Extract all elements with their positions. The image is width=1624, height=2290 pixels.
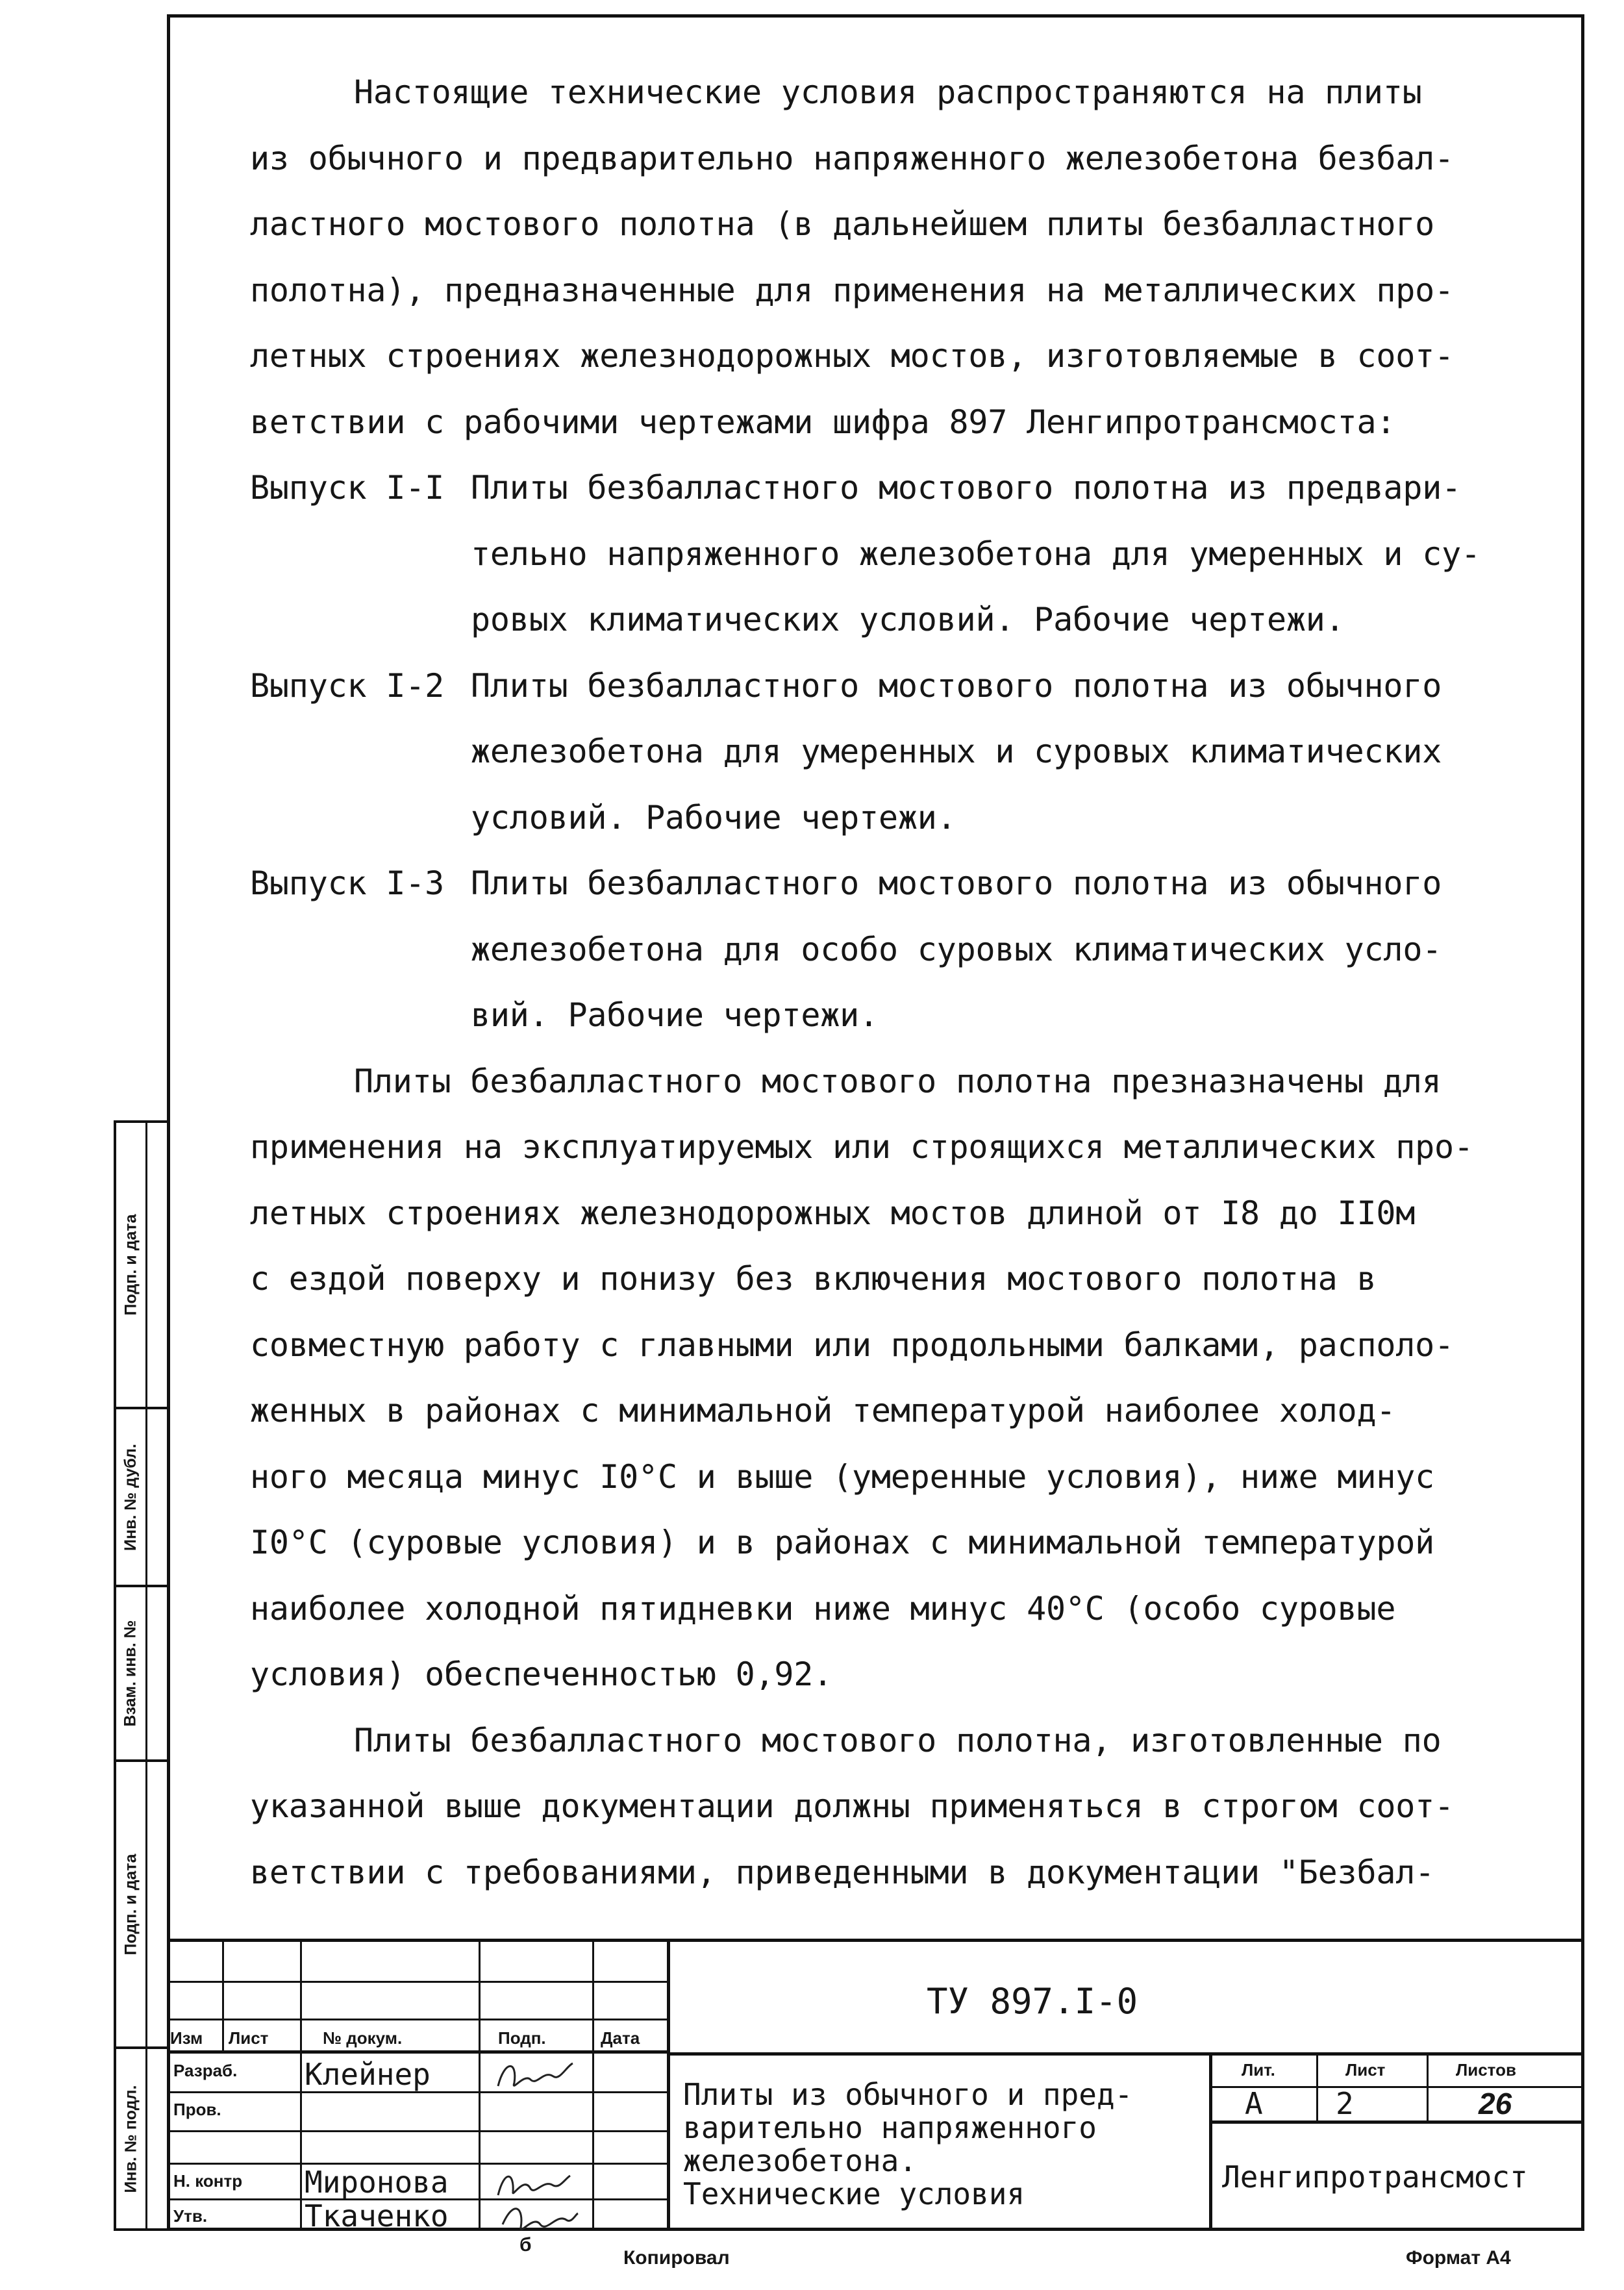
- text-line: ного месяца минус I0°С и выше (умеренные условия), ниже минус: [250, 1457, 1435, 1496]
- signature-developed: [492, 2054, 576, 2099]
- issue-item: [250, 653, 1523, 720]
- text-line: Плиты безбалластного мостового полотна презназначены для: [354, 1062, 1442, 1100]
- text-line: условия) обеспеченностью 0,92.: [250, 1655, 833, 1693]
- organization: Ленгипротрансмост: [1222, 2159, 1528, 2195]
- issue-text: Плиты безбалластного мостового полотна из предвари-: [471, 469, 1462, 507]
- name-approved: Ткаченко: [305, 2198, 449, 2233]
- issue-text: ровых климатических условий. Рабочие чертежи.: [471, 601, 1345, 638]
- side-label: Взам. инв. №: [121, 1620, 140, 1727]
- issue-text: железобетона для особо суровых климатических усло-: [471, 930, 1442, 968]
- name-developed: Клейнер: [305, 2057, 431, 2092]
- sheet-label: Лист: [1345, 2060, 1386, 2080]
- issue-text: вий. Рабочие чертежи.: [471, 996, 879, 1034]
- document-title-line: железобетона.: [683, 2143, 918, 2178]
- text-line: Настоящие технические условия распространяются на плиты: [354, 73, 1422, 111]
- text-line: наиболее холодной пятидневки ниже минус 40°С (особо суровые: [250, 1589, 1396, 1628]
- title-block: [167, 1939, 1584, 2231]
- text-line: из обычного и предварительно напряженного железобетона безбал-: [250, 139, 1454, 177]
- header-izm: Изм: [170, 2028, 203, 2048]
- text-line: совместную работу с главными или продольными балками, располо-: [250, 1326, 1454, 1364]
- text-line: указанной выше документации должны применяться в строгом соот-: [250, 1787, 1454, 1825]
- text-line: летных строениях железнодорожных мостов длиной от I8 до II0м: [250, 1194, 1416, 1232]
- footer-format: Формат А4: [1406, 2247, 1511, 2269]
- text-line: I0°С (суровые условия) и в районах с минимальной температурой: [250, 1524, 1435, 1561]
- side-cell-sign-date: [114, 1120, 167, 1409]
- issue-label: Выпуск I-2: [250, 666, 445, 705]
- issue-text: Плиты безбалластного мостового полотна из обычного: [471, 864, 1442, 902]
- text-line: Плиты безбалластного мостового полотна, изготовленные по: [354, 1721, 1442, 1759]
- role-developed: Разраб.: [173, 2061, 238, 2080]
- side-cell-replace-inv: [114, 1585, 167, 1762]
- lit-label: Лит.: [1242, 2060, 1275, 2080]
- side-label: Подп. и дата: [121, 1214, 140, 1316]
- issue-item: [250, 851, 1523, 917]
- side-label: Инв. № дубл.: [121, 1443, 140, 1551]
- header-date: Дата: [601, 2028, 640, 2048]
- side-cell-orig-inv: [114, 2046, 167, 2231]
- issue-text: Плиты безбалластного мостового полотна из обычного: [471, 666, 1442, 705]
- document-title-line: варительно напряженного: [683, 2110, 1097, 2145]
- issue-item: [250, 455, 1523, 522]
- text-line: ветствии с требованиями, приведенными в документации "Безбал-: [250, 1853, 1435, 1891]
- header-sign: Подп.: [498, 2028, 546, 2048]
- issue-text: тельно напряженного железобетона для умеренных и су-: [471, 535, 1480, 573]
- sheet-value: 2: [1336, 2086, 1354, 2121]
- role-approved: Утв.: [173, 2206, 208, 2226]
- text-line: полотна), предназначенные для применения на металлических про-: [250, 271, 1454, 309]
- footer-mark: б: [519, 2234, 532, 2256]
- issue-text: железобетона для умеренных и суровых климатических: [471, 733, 1442, 770]
- issue-text: условий. Рабочие чертежи.: [471, 798, 956, 837]
- text-line: летных строениях железнодорожных мостов, изготовляемые в соот-: [250, 337, 1454, 375]
- document-title-line: Технические условия: [683, 2176, 1025, 2211]
- side-label: Инв. № подл.: [121, 2085, 140, 2193]
- issue-label: Выпуск I-3: [250, 864, 445, 902]
- side-label: Подп. и дата: [121, 1853, 140, 1956]
- text-line: ластного мостового полотна (в дальнейшем плиты безбалластного: [250, 205, 1435, 243]
- side-cell-sign-date-2: [114, 1759, 167, 2049]
- text-line: применения на эксплуатируемых или строящихся металлических про-: [250, 1128, 1473, 1166]
- footer-copied: Копировал: [623, 2247, 730, 2269]
- text-line: с ездой поверху и понизу без включения мостового полотна в: [250, 1260, 1377, 1298]
- sheets-value: 26: [1479, 2087, 1512, 2120]
- side-cell-dup-inv: [114, 1407, 167, 1587]
- role-norm-control: Н. контр: [173, 2171, 243, 2191]
- document-body: [250, 60, 1523, 1906]
- header-list: Лист: [229, 2028, 269, 2048]
- name-norm-control: Миронова: [305, 2165, 449, 2200]
- issue-label: Выпуск I-I: [250, 469, 445, 507]
- document-code: ТУ 897.I-0: [927, 1981, 1138, 2022]
- signature-approved: [495, 2195, 579, 2241]
- sheets-label: Листов: [1456, 2060, 1516, 2080]
- text-line: женных в районах с минимальной температурой наиболее холод-: [250, 1392, 1396, 1429]
- lit-value: А: [1245, 2086, 1263, 2121]
- header-doc-no: № докум.: [323, 2028, 403, 2048]
- text-line: ветствии с рабочими чертежами шифра 897 Ленгипротрансмоста:: [250, 403, 1396, 441]
- document-title-line: Плиты из обычного и пред-: [683, 2077, 1133, 2112]
- role-checked: Пров.: [173, 2100, 221, 2119]
